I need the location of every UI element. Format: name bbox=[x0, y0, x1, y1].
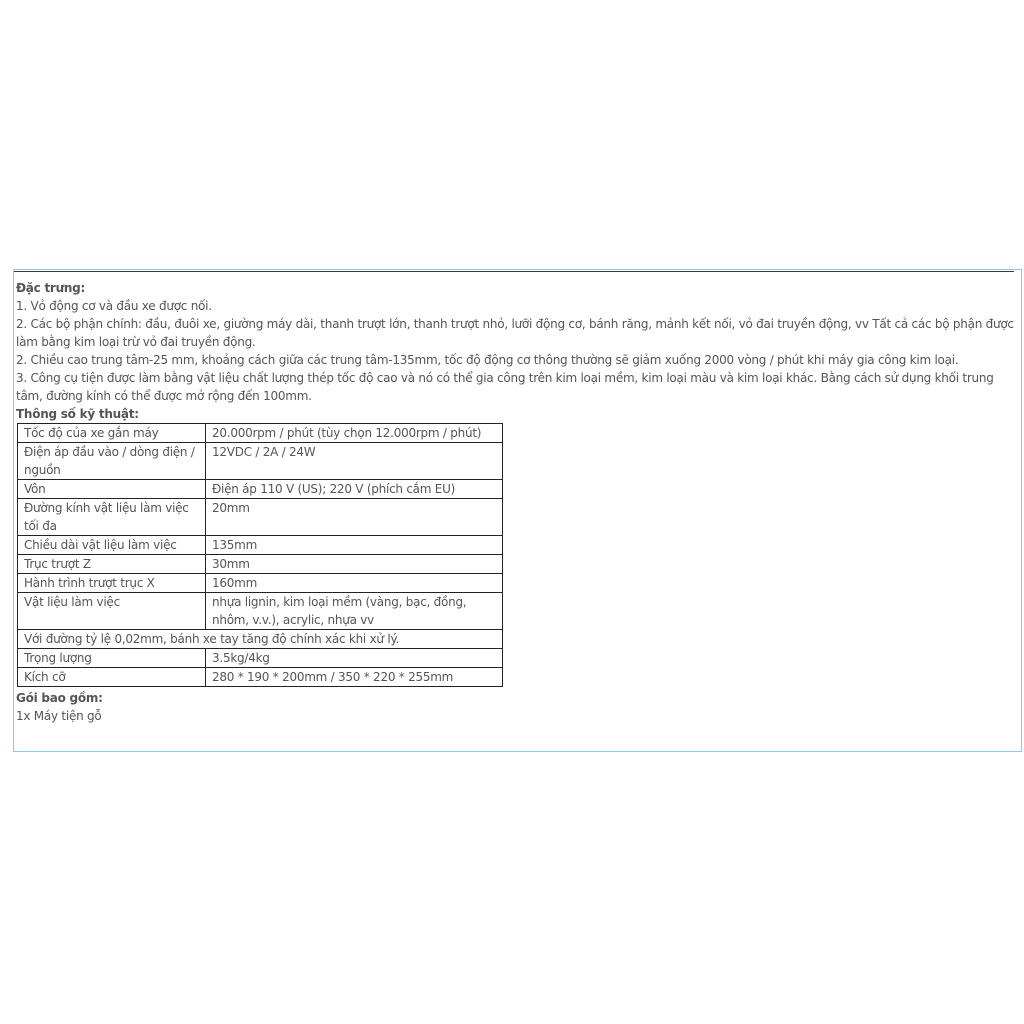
table-row bbox=[18, 649, 503, 668]
table-row bbox=[18, 593, 503, 630]
table-row bbox=[18, 443, 503, 480]
spec-value: 20.000rpm / phút (tùy chọn 12.000rpm / phút) bbox=[206, 424, 503, 443]
spec-value: 20mm bbox=[206, 499, 503, 536]
spec-label: Hành trình trượt trục X bbox=[18, 574, 206, 593]
package-item: 1x Máy tiện gỗ bbox=[16, 709, 102, 723]
feature-item-2: 2. Các bộ phận chính: đầu, đuôi xe, giường máy dài, thanh trượt lớn, thanh trượt nhỏ, lưỡi động cơ, bánh răng, mảnh kết nối, vỏ đai truyền động, vv Tất cả các bộ phận được làm bằng kim loại trừ vỏ đai truyền động. bbox=[16, 317, 1014, 349]
table-row bbox=[18, 555, 503, 574]
spec-label: Trọng lượng bbox=[18, 649, 206, 668]
table-row bbox=[18, 668, 503, 687]
spec-value: 135mm bbox=[206, 536, 503, 555]
table-row bbox=[18, 574, 503, 593]
spec-label: Tốc độ của xe gắn máy bbox=[18, 424, 206, 443]
spec-label: Chiều dài vật liệu làm việc bbox=[18, 536, 206, 555]
spec-value: 30mm bbox=[206, 555, 503, 574]
table-row bbox=[18, 424, 503, 443]
feature-item-1: 1. Vỏ động cơ và đầu xe được nối. bbox=[16, 299, 212, 313]
spec-label: Trục trượt Z bbox=[18, 555, 206, 574]
spec-value: Điện áp 110 V (US); 220 V (phích cắm EU) bbox=[206, 480, 503, 499]
spec-label: Vôn bbox=[18, 480, 206, 499]
feature-item-4: 3. Công cụ tiện được làm bằng vật liệu chất lượng thép tốc độ cao và nó có thể gia công trên kim loại mềm, kim loại màu và kim loại khác. Bằng cách sử dụng khối trung tâm, đường kính có thể được mở rộng đến 100mm. bbox=[16, 371, 994, 403]
spec-label: Kích cỡ bbox=[18, 668, 206, 687]
specs-table bbox=[17, 423, 503, 687]
table-row bbox=[18, 499, 503, 536]
product-description-panel bbox=[13, 269, 1022, 752]
feature-item-3: 2. Chiều cao trung tâm-25 mm, khoảng cách giữa các trung tâm-135mm, tốc độ động cơ thông thường sẽ giảm xuống 2000 vòng / phút khi máy gia công kim loại. bbox=[16, 353, 959, 367]
specs-heading: Thông số kỹ thuật: bbox=[16, 407, 139, 421]
table-row bbox=[18, 536, 503, 555]
spec-value: 280 * 190 * 200mm / 350 * 220 * 255mm bbox=[206, 668, 503, 687]
spec-value: nhựa lignin, kim loại mềm (vàng, bạc, đồng, nhôm, v.v.), acrylic, nhựa vv bbox=[206, 593, 503, 630]
package-heading: Gói bao gồm: bbox=[16, 691, 103, 705]
spec-label: Vật liệu làm việc bbox=[18, 593, 206, 630]
description-content bbox=[16, 279, 1016, 725]
features-heading: Đặc trưng: bbox=[16, 281, 86, 295]
spec-value: 3.5kg/4kg bbox=[206, 649, 503, 668]
top-divider bbox=[14, 271, 1014, 272]
spec-value: 12VDC / 2A / 24W bbox=[206, 443, 503, 480]
spec-label: Điện áp đầu vào / dòng điện / nguồn bbox=[18, 443, 206, 480]
table-row bbox=[18, 630, 503, 649]
spec-value: 160mm bbox=[206, 574, 503, 593]
spec-full-row: Với đường tỷ lệ 0,02mm, bánh xe tay tăng độ chính xác khi xử lý. bbox=[18, 630, 503, 649]
table-row bbox=[18, 480, 503, 499]
spec-label: Đường kính vật liệu làm việc tối đa bbox=[18, 499, 206, 536]
